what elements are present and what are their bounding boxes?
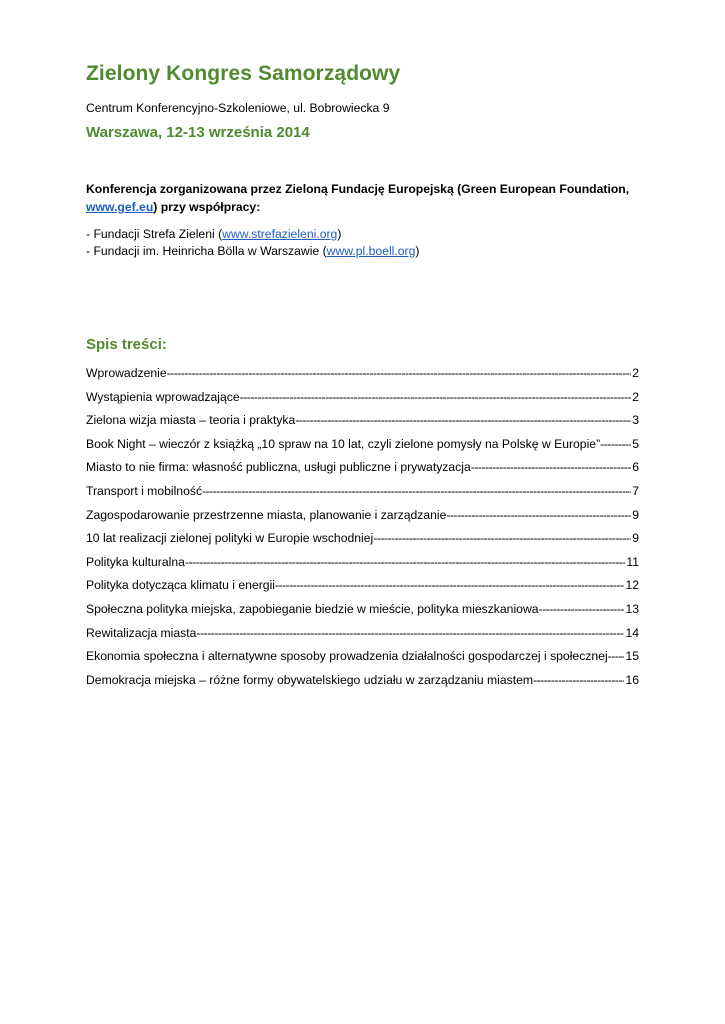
partners-list: [86, 226, 419, 260]
toc-entry[interactable]: [86, 602, 639, 626]
toc-entry-page: 12: [625, 578, 639, 593]
toc-heading: Spis treści:: [86, 336, 167, 353]
toc-dot-leader: [185, 555, 625, 569]
toc-entry-title: 10 lat realizacji zielonej polityki w Europie wschodniej: [86, 531, 374, 546]
toc-entry-title: Wystąpienia wprowadzające: [86, 389, 240, 404]
toc-entry-page: 9: [632, 531, 639, 546]
toc-entry[interactable]: [86, 437, 639, 461]
toc-dot-leader: [471, 460, 631, 474]
toc-entry-title: Wprowadzenie: [86, 366, 167, 380]
gef-link[interactable]: www.gef.eu: [86, 200, 154, 214]
partner-item: [86, 243, 419, 260]
toc-entry-page: 7: [632, 483, 639, 498]
toc-entry-title: Miasto to nie firma: własność publiczna, usługi publiczne i prywatyzacja: [86, 460, 471, 475]
organizer-text: Konferencja zorganizowana przez Zieloną Fundację Europejską (Green European Foundation,: [86, 182, 630, 196]
toc-dot-leader: [539, 602, 625, 616]
toc-dot-leader: [167, 366, 632, 380]
toc-entry[interactable]: [86, 413, 639, 437]
toc-entry-title: Demokracja miejska – różne formy obywatelskiego udziału w zarządzaniu miastem: [86, 672, 534, 687]
toc-entry-page: 16: [625, 672, 639, 687]
boell-link[interactable]: www.pl.boell.org: [326, 244, 416, 258]
toc-entry-title: Book Night – wieczór z książką „10 spraw na 10 lat, czyli zielone pomysły na Polskę w Europie”: [86, 436, 601, 451]
toc-entry-page: 2: [632, 366, 639, 380]
table-of-contents: [86, 366, 639, 696]
toc-entry[interactable]: [86, 390, 639, 414]
toc-entry-page: 15: [625, 649, 639, 664]
toc-dot-leader: [608, 649, 625, 663]
toc-entry-title: Społeczna polityka miejska, zapobieganie biedzie w mieście, polityka mieszkaniowa: [86, 601, 539, 616]
toc-entry-page: 13: [625, 601, 639, 616]
toc-entry[interactable]: [86, 531, 639, 555]
toc-entry-page: 2: [632, 389, 639, 404]
partner-suffix: ): [415, 244, 420, 258]
partner-item: [86, 226, 419, 243]
toc-entry-title: Zagospodarowanie przestrzenne miasta, planowanie i zarządzanie: [86, 507, 447, 522]
toc-entry[interactable]: [86, 366, 639, 390]
toc-entry-title: Polityka dotycząca klimatu i energii: [86, 578, 275, 593]
partner-suffix: ): [337, 227, 342, 241]
toc-entry[interactable]: [86, 508, 639, 532]
toc-dot-leader: [295, 413, 631, 427]
strefazieleni-link[interactable]: www.strefazieleni.org: [222, 227, 338, 241]
toc-dot-leader: [240, 390, 632, 404]
toc-dot-leader: [373, 531, 631, 545]
document-page: [86, 0, 639, 1024]
toc-entry[interactable]: [86, 626, 639, 650]
partner-prefix: - Fundacji Strefa Zieleni (: [86, 227, 223, 241]
toc-entry-page: 14: [625, 625, 639, 640]
toc-dot-leader: [196, 626, 624, 640]
toc-entry[interactable]: [86, 649, 639, 673]
toc-dot-leader: [533, 673, 624, 687]
toc-dot-leader: [202, 484, 631, 498]
toc-entry[interactable]: [86, 673, 639, 697]
document-title: Zielony Kongres Samorządowy: [86, 62, 401, 85]
toc-entry-title: Polityka kulturalna: [86, 554, 185, 569]
toc-entry[interactable]: [86, 484, 639, 508]
toc-entry[interactable]: [86, 578, 639, 602]
toc-dot-leader: [600, 437, 631, 451]
toc-entry-page: 6: [632, 460, 639, 475]
toc-dot-leader: [446, 508, 631, 522]
venue-line: Centrum Konferencyjno-Szkoleniowe, ul. Bobrowiecka 9: [86, 101, 390, 115]
toc-entry-title: Ekonomia społeczna i alternatywne sposoby prowadzenia działalności gospodarczej i społecznej: [86, 649, 608, 664]
toc-entry-page: 11: [626, 554, 639, 569]
toc-entry[interactable]: [86, 555, 639, 579]
toc-entry-title: Transport i mobilność: [86, 483, 203, 498]
toc-dot-leader: [275, 578, 624, 592]
event-date: Warszawa, 12-13 września 2014: [86, 124, 310, 141]
organizer-paragraph: [86, 180, 639, 216]
toc-entry[interactable]: [86, 460, 639, 484]
toc-entry-page: 5: [632, 436, 639, 451]
toc-entry-title: Zielona wizja miasta – teoria i praktyka: [86, 413, 296, 428]
partner-prefix: - Fundacji im. Heinricha Bölla w Warszawie (: [86, 244, 327, 258]
toc-entry-page: 3: [632, 413, 639, 428]
organizer-text-end: ) przy współpracy:: [153, 200, 261, 214]
toc-entry-page: 9: [632, 507, 639, 522]
toc-entry-title: Rewitalizacja miasta: [86, 625, 197, 640]
